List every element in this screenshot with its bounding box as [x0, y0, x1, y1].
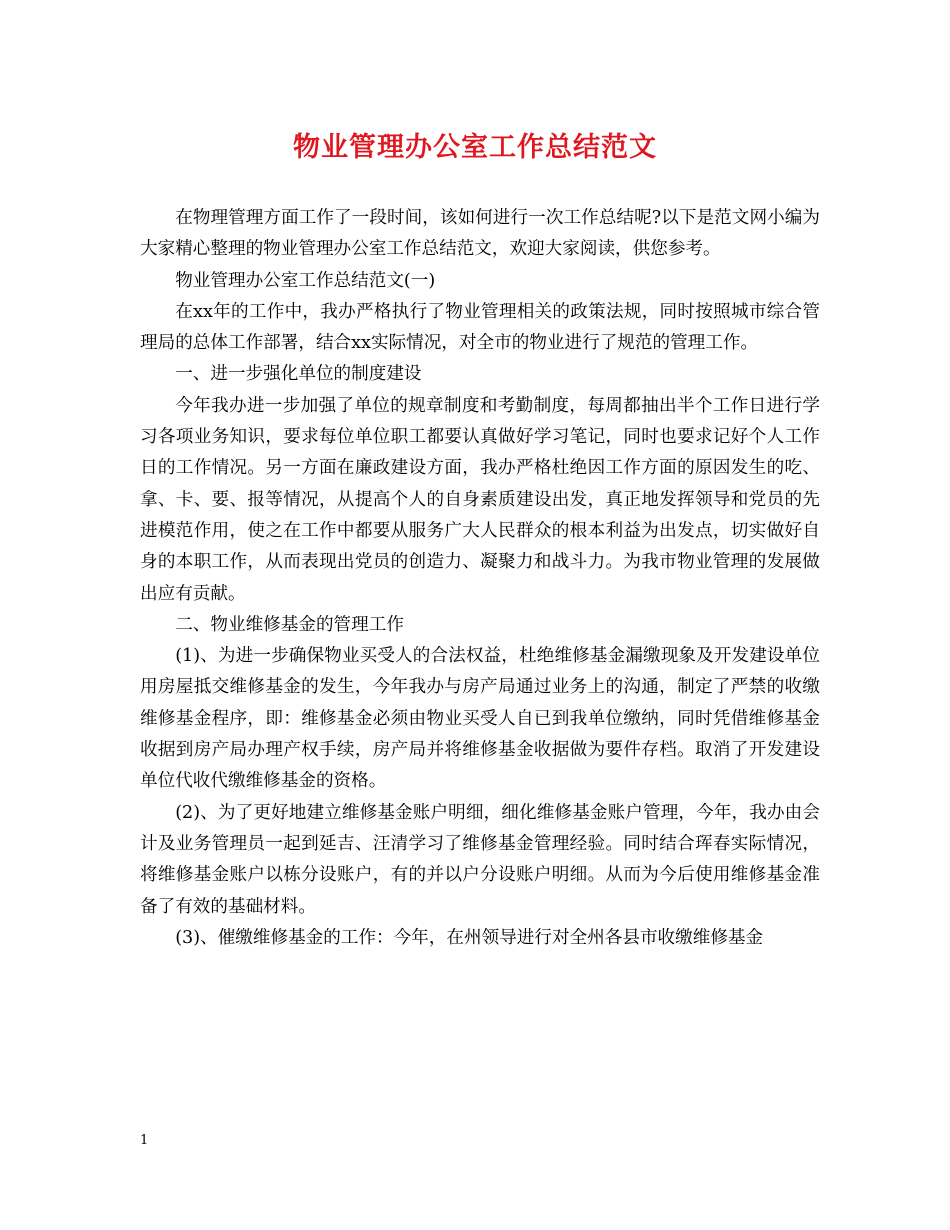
body-paragraph: (2)、为了更好地建立维修基金账户明细，细化维修基金账户管理，今年，我办由会计及业务管理员一起到延吉、汪清学习了维修基金管理经验。同时结合珲春实际情况，将维修基金账户以栋分设账户，有的并以户分设账户明细。从而为今后使用维修基金准备了有效的基础材料。: [140, 802, 820, 917]
body-paragraph: 今年我办进一步加强了单位的规章制度和考勤制度，每周都抽出半个工作日进行学习各项业务知识，要求每位单位职工都要认真做好学习笔记，同时也要求记好个人工作日的工作情况。另一方面在廉政建设方面，我办严格杜绝因工作方面的原因发生的吃、拿、卡、要、报等情况，从提高个人的自身素质建设出发，真正地发挥领导和党员的先进模范作用，使之在工作中都要从服务广大人民群众的根本利益为出发点，切实做好自身的本职工作，从而表现出党员的创造力、凝聚力和战斗力。为我市物业管理的发展做出应有贡献。: [140, 395, 820, 604]
body-paragraph: 在xx年的工作中，我办严格执行了物业管理相关的政策法规，同时按照城市综合管理局的总体工作部署，结合xx实际情况，对全市的物业进行了规范的管理工作。: [140, 301, 820, 354]
document-body: [140, 203, 820, 954]
body-paragraph: (1)、为进一步确保物业买受人的合法权益，杜绝维修基金漏缴现象及开发建设单位用房屋抵交维修基金的发生，今年我办与房产局通过业务上的沟通，制定了严禁的收缴维修基金程序，即：维修基金必须由物业买受人自已到我单位缴纳，同时凭借维修基金收据到房产局办理产权手续，房产局并将维修基金收据做为要件存档。取消了开发建设单位代收代缴维修基金的资格。: [140, 646, 820, 792]
section-heading-maintenance-fund: 二、物业维修基金的管理工作: [175, 614, 404, 635]
section-heading-sample-one: 物业管理办公室工作总结范文(一): [175, 270, 436, 291]
section-heading-system-building: 一、进一步强化单位的制度建设: [175, 364, 422, 385]
intro-paragraph: 在物理管理方面工作了一段时间，该如何进行一次工作总结呢?以下是范文网小编为大家精心整理的物业管理办公室工作总结范文，欢迎大家阅读，供您参考。: [140, 208, 820, 260]
page-number: 1: [140, 1133, 149, 1148]
body-paragraph: (3)、催缴维修基金的工作：今年，在州领导进行对全州各县市收缴维修基金: [175, 927, 764, 948]
document-title: 物业管理办公室工作总结范文: [293, 132, 657, 163]
